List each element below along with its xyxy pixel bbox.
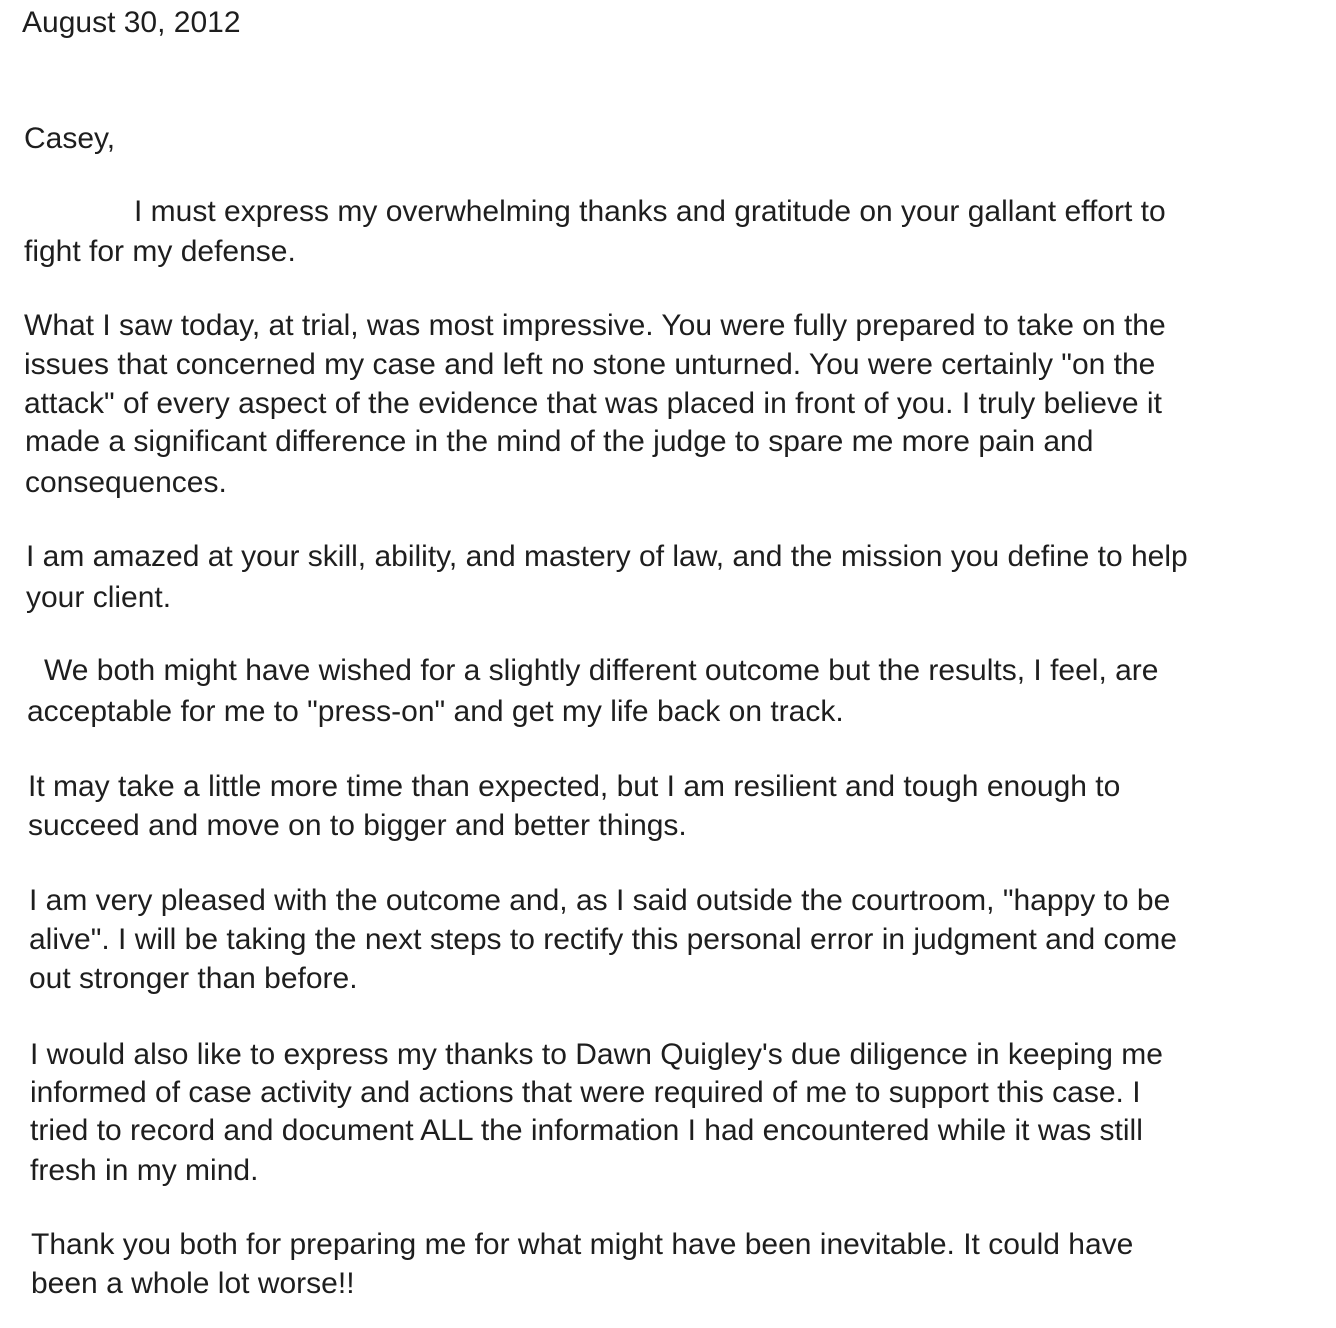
paragraph-2-line-4: made a significant difference in the mind of the judge to spare me more pain and [25, 425, 1094, 458]
paragraph-2-line-2: issues that concerned my case and left no stone unturned. You were certainly "on the [24, 348, 1156, 381]
paragraph-8-line-1: Thank you both for preparing me for what might have been inevitable. It could have [31, 1228, 1134, 1261]
paragraph-7-line-3: tried to record and document ALL the information I had encountered while it was still [30, 1114, 1143, 1147]
paragraph-5-line-1: It may take a little more time than expected, but I am resilient and tough enough to [28, 770, 1121, 803]
paragraph-4-line-1: We both might have wished for a slightly different outcome but the results, I feel, are [44, 654, 1159, 687]
paragraph-6-line-3: out stronger than before. [29, 962, 358, 995]
paragraph-1-line-2: fight for my defense. [24, 235, 296, 268]
paragraph-6-line-2: alive". I will be taking the next steps to rectify this personal error in judgment and come [29, 923, 1177, 956]
paragraph-6-line-1: I am very pleased with the outcome and, as I said outside the courtroom, "happy to be [29, 884, 1171, 917]
paragraph-1-line-1: I must express my overwhelming thanks and gratitude on your gallant effort to [134, 195, 1166, 228]
paragraph-7-line-1: I would also like to express my thanks to Dawn Quigley's due diligence in keeping me [30, 1038, 1163, 1071]
paragraph-7-line-4: fresh in my mind. [30, 1154, 259, 1187]
letter-salutation: Casey, [24, 122, 116, 155]
paragraph-3-line-2: your client. [26, 581, 172, 614]
paragraph-2-line-1: What I saw today, at trial, was most impressive. You were fully prepared to take on the [24, 309, 1166, 342]
paragraph-8-line-2: been a whole lot worse!! [31, 1267, 355, 1300]
paragraph-2-line-3: attack" of every aspect of the evidence that was placed in front of you. I truly believe it [24, 387, 1162, 420]
paragraph-5-line-2: succeed and move on to bigger and better things. [28, 809, 687, 842]
letter-date: August 30, 2012 [22, 6, 241, 39]
paragraph-3-line-1: I am amazed at your skill, ability, and mastery of law, and the mission you define to help [26, 540, 1188, 573]
paragraph-7-line-2: informed of case activity and actions that were required of me to support this case. I [30, 1076, 1141, 1109]
paragraph-2-line-5: consequences. [25, 466, 227, 499]
paragraph-4-line-2: acceptable for me to "press-on" and get my life back on track. [27, 695, 844, 728]
